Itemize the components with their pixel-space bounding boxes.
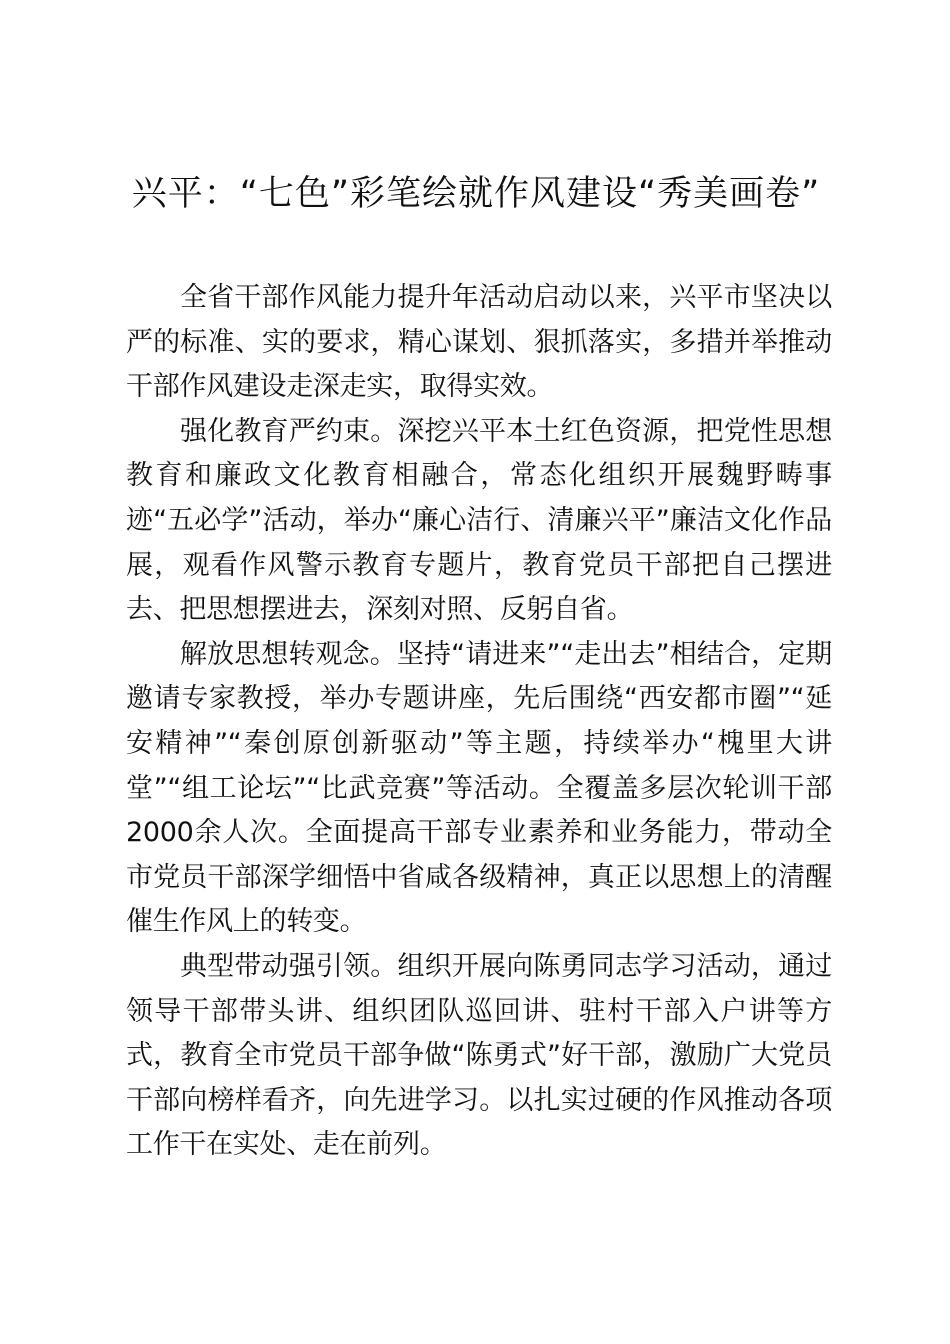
- paragraph-role-model: 典型带动强引领。组织开展向陈勇同志学习活动，通过领导干部带头讲、组织团队巡回讲、驻村干部入户讲等方式，教育全市党员干部争做“陈勇式”好干部，激励广大党员干部向榜样看齐，向先进学习。以扎实过硬的作风推动各项工作干在实处、走在前列。: [126, 950, 832, 1161]
- paragraph-education: 强化教育严约束。深挖兴平本土红色资源，把党性思想教育和廉政文化教育相融合，常态化组织开展魏野畴事迹“五必学”活动，举办“廉心洁行、清廉兴平”廉洁文化作品展，观看作风警示教育专题片，教育党员干部把自己摆进去、把思想摆进去，深刻对照、反躬自省。: [126, 415, 832, 626]
- paragraph-intro: 全省干部作风能力提升年活动启动以来，兴平市坚决以严的标准、实的要求，精心谋划、狠抓落实，多措并举推动干部作风建设走深走实，取得实效。: [126, 282, 832, 403]
- document-title: 兴平：“七色”彩笔绘就作风建设“秀美画卷”: [131, 174, 821, 214]
- paragraph-mindset: 解放思想转观念。坚持“请进来”“走出去”相结合，定期邀请专家教授，举办专题讲座，先后围绕“西安都市圈”“延安精神”“秦创原创新驱动”等主题，持续举办“槐里大讲堂”“组工论坛”“比武竞赛”等活动。全覆盖多层次轮训干部2000余人次。全面提高干部专业素养和业务能力，带动全市党员干部深学细悟中省咸各级精神，真正以思想上的清醒催生作风上的转变。: [126, 638, 832, 938]
- document-body: [126, 276, 832, 1168]
